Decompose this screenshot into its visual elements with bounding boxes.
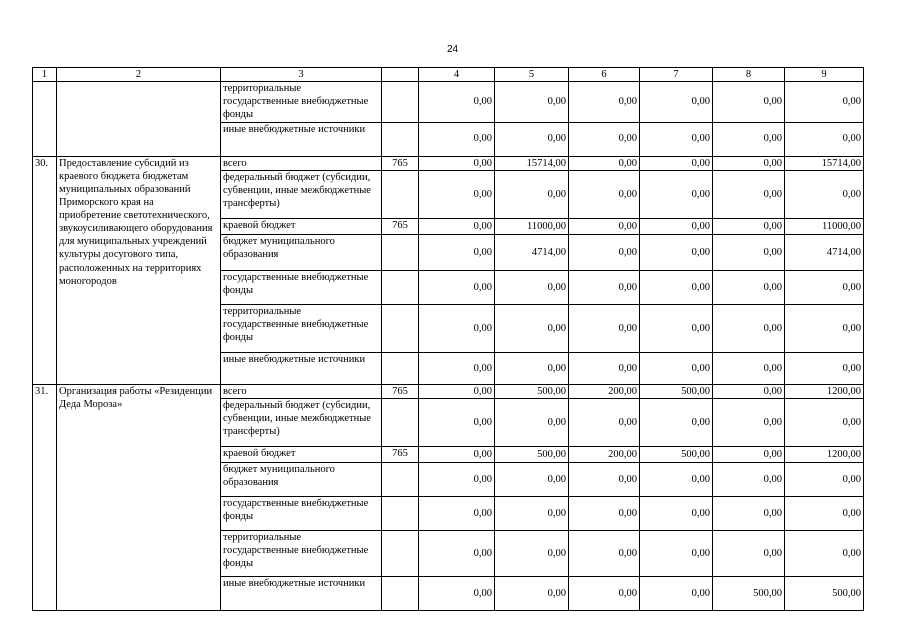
column-number-row	[33, 68, 864, 82]
amount-cell: 0,00	[569, 218, 640, 234]
funding-source: территориальные государственные внебюджетные фонды	[221, 82, 382, 122]
budget-code	[382, 462, 419, 496]
amount-cell: 500,00	[785, 576, 864, 610]
funding-source: всего	[221, 156, 382, 170]
funding-source: иные внебюджетные источники	[221, 122, 382, 156]
amount-cell: 0,00	[640, 234, 713, 270]
amount-cell: 0,00	[569, 82, 640, 122]
budget-code: 765	[382, 156, 419, 170]
amount-cell: 500,00	[495, 446, 569, 462]
amount-cell: 0,00	[785, 462, 864, 496]
amount-cell: 0,00	[419, 530, 495, 576]
funding-source: бюджет муниципального образования	[221, 462, 382, 496]
amount-cell: 0,00	[713, 304, 785, 352]
amount-cell: 15714,00	[495, 156, 569, 170]
funding-source: иные внебюджетные источники	[221, 576, 382, 610]
funding-source: бюджет муниципального образования	[221, 234, 382, 270]
amount-cell: 0,00	[569, 234, 640, 270]
amount-cell: 0,00	[495, 530, 569, 576]
amount-cell: 0,00	[419, 82, 495, 122]
amount-cell: 0,00	[419, 462, 495, 496]
amount-cell: 0,00	[419, 446, 495, 462]
amount-cell: 0,00	[713, 462, 785, 496]
funding-source: иные внебюджетные источники	[221, 352, 382, 384]
funding-source: краевой бюджет	[221, 218, 382, 234]
amount-cell: 0,00	[785, 270, 864, 304]
amount-cell: 0,00	[569, 352, 640, 384]
amount-cell: 0,00	[495, 462, 569, 496]
amount-cell: 0,00	[713, 270, 785, 304]
row-index: 31.	[33, 384, 57, 610]
amount-cell: 200,00	[569, 384, 640, 398]
amount-cell: 0,00	[640, 218, 713, 234]
budget-code: 765	[382, 384, 419, 398]
amount-cell: 0,00	[495, 82, 569, 122]
amount-cell: 200,00	[569, 446, 640, 462]
amount-cell: 0,00	[419, 122, 495, 156]
amount-cell: 0,00	[713, 446, 785, 462]
budget-code: 765	[382, 446, 419, 462]
funding-source: территориальные государственные внебюджетные фонды	[221, 530, 382, 576]
budget-code	[382, 576, 419, 610]
amount-cell: 0,00	[495, 496, 569, 530]
funding-source: территориальные государственные внебюджетные фонды	[221, 304, 382, 352]
amount-cell: 500,00	[495, 384, 569, 398]
amount-cell: 0,00	[569, 398, 640, 446]
amount-cell: 0,00	[640, 576, 713, 610]
budget-code: 765	[382, 218, 419, 234]
amount-cell: 0,00	[640, 156, 713, 170]
amount-cell: 0,00	[495, 398, 569, 446]
budget-code	[382, 530, 419, 576]
amount-cell: 0,00	[419, 156, 495, 170]
amount-cell: 0,00	[713, 122, 785, 156]
row-index	[33, 82, 57, 156]
budget-code	[382, 352, 419, 384]
column-header: 1	[33, 68, 57, 82]
table-row	[33, 82, 864, 122]
funding-source: государственные внебюджетные фонды	[221, 270, 382, 304]
amount-cell: 0,00	[569, 530, 640, 576]
amount-cell: 0,00	[713, 82, 785, 122]
budget-code	[382, 82, 419, 122]
budget-code	[382, 234, 419, 270]
amount-cell: 0,00	[419, 304, 495, 352]
funding-source: федеральный бюджет (субсидии, субвенции, иные межбюджетные трансферты)	[221, 170, 382, 218]
amount-cell: 0,00	[569, 576, 640, 610]
table-row	[33, 384, 864, 398]
amount-cell: 0,00	[569, 462, 640, 496]
amount-cell: 0,00	[713, 352, 785, 384]
funding-source: краевой бюджет	[221, 446, 382, 462]
budget-code	[382, 122, 419, 156]
amount-cell: 0,00	[640, 462, 713, 496]
amount-cell: 4714,00	[785, 234, 864, 270]
amount-cell: 0,00	[713, 156, 785, 170]
column-header	[382, 68, 419, 82]
amount-cell: 0,00	[640, 398, 713, 446]
column-header: 4	[419, 68, 495, 82]
amount-cell: 0,00	[495, 352, 569, 384]
amount-cell: 0,00	[785, 530, 864, 576]
activity-name	[57, 82, 221, 156]
activity-name: Организация работы «Резиденции Деда Мороза»	[57, 384, 221, 610]
column-header: 6	[569, 68, 640, 82]
amount-cell: 0,00	[713, 170, 785, 218]
amount-cell: 0,00	[495, 122, 569, 156]
budget-code	[382, 170, 419, 218]
amount-cell: 0,00	[640, 530, 713, 576]
amount-cell: 11000,00	[785, 218, 864, 234]
amount-cell: 0,00	[713, 496, 785, 530]
funding-source: федеральный бюджет (субсидии, субвенции, иные межбюджетные трансферты)	[221, 398, 382, 446]
amount-cell: 0,00	[419, 496, 495, 530]
column-header: 7	[640, 68, 713, 82]
amount-cell: 0,00	[569, 496, 640, 530]
amount-cell: 0,00	[569, 122, 640, 156]
amount-cell: 0,00	[495, 576, 569, 610]
amount-cell: 0,00	[495, 270, 569, 304]
amount-cell: 0,00	[640, 122, 713, 156]
amount-cell: 0,00	[713, 384, 785, 398]
amount-cell: 0,00	[713, 398, 785, 446]
amount-cell: 0,00	[419, 352, 495, 384]
amount-cell: 0,00	[785, 496, 864, 530]
amount-cell: 0,00	[640, 82, 713, 122]
amount-cell: 0,00	[713, 234, 785, 270]
amount-cell: 0,00	[713, 218, 785, 234]
budget-table	[32, 67, 864, 611]
column-header: 2	[57, 68, 221, 82]
amount-cell: 0,00	[569, 156, 640, 170]
amount-cell: 0,00	[640, 270, 713, 304]
amount-cell: 1200,00	[785, 384, 864, 398]
amount-cell: 0,00	[785, 82, 864, 122]
amount-cell: 15714,00	[785, 156, 864, 170]
column-header: 9	[785, 68, 864, 82]
amount-cell: 0,00	[419, 234, 495, 270]
budget-code	[382, 496, 419, 530]
amount-cell: 1200,00	[785, 446, 864, 462]
amount-cell: 0,00	[569, 270, 640, 304]
column-header: 8	[713, 68, 785, 82]
amount-cell: 4714,00	[495, 234, 569, 270]
activity-name: Предоставление субсидий из краевого бюджета бюджетам муниципальных образований Приморского края на приобретение светотехнического, звукоусиливающего оборудования для муниципальных учреждений культуры досугового типа, расположенных на территориях моногородов	[57, 156, 221, 384]
amount-cell: 500,00	[640, 446, 713, 462]
row-index: 30.	[33, 156, 57, 384]
amount-cell: 0,00	[785, 304, 864, 352]
amount-cell: 0,00	[569, 170, 640, 218]
amount-cell: 0,00	[419, 270, 495, 304]
table-row	[33, 156, 864, 170]
amount-cell: 0,00	[640, 170, 713, 218]
amount-cell: 0,00	[419, 384, 495, 398]
column-header: 3	[221, 68, 382, 82]
amount-cell: 0,00	[495, 304, 569, 352]
amount-cell: 0,00	[785, 352, 864, 384]
page-number: 24	[446, 44, 459, 55]
amount-cell: 0,00	[640, 496, 713, 530]
budget-code	[382, 398, 419, 446]
amount-cell: 0,00	[419, 170, 495, 218]
amount-cell: 0,00	[495, 170, 569, 218]
funding-source: всего	[221, 384, 382, 398]
amount-cell: 0,00	[419, 218, 495, 234]
amount-cell: 0,00	[640, 304, 713, 352]
amount-cell: 0,00	[785, 398, 864, 446]
amount-cell: 11000,00	[495, 218, 569, 234]
amount-cell: 0,00	[640, 352, 713, 384]
amount-cell: 0,00	[785, 170, 864, 218]
budget-code	[382, 270, 419, 304]
column-header: 5	[495, 68, 569, 82]
amount-cell: 0,00	[569, 304, 640, 352]
amount-cell: 0,00	[713, 530, 785, 576]
amount-cell: 0,00	[419, 576, 495, 610]
amount-cell: 500,00	[640, 384, 713, 398]
amount-cell: 0,00	[419, 398, 495, 446]
budget-code	[382, 304, 419, 352]
amount-cell: 0,00	[785, 122, 864, 156]
funding-source: государственные внебюджетные фонды	[221, 496, 382, 530]
amount-cell: 500,00	[713, 576, 785, 610]
